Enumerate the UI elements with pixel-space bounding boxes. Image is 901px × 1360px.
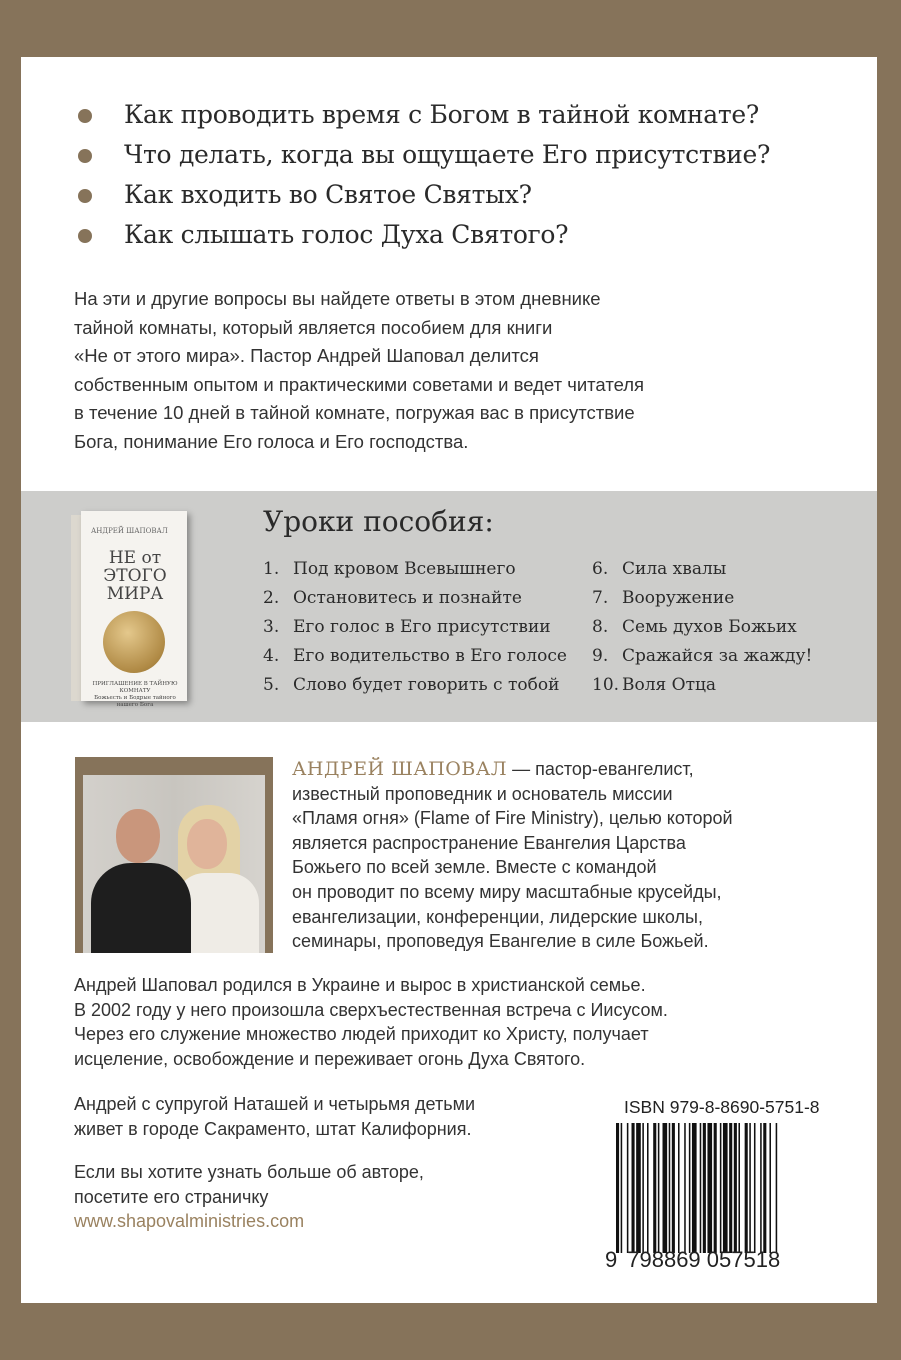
barcode-bar (720, 1123, 722, 1253)
cover-subtitle: ПРИГЛАШЕНИЕ В ТАЙНУЮ КОМНАТУ Божьесть и Бодрые тайного нашего Бога (92, 681, 178, 708)
bullet-dot-icon (78, 149, 92, 163)
author-family: Андрей с супругой Наташей и четырьмя детьми живет в городе Сакраменто, штат Калифорния. (74, 1094, 476, 1139)
barcode-bar (642, 1123, 644, 1253)
barcode-bar (707, 1123, 712, 1253)
lesson-item: 5. Слово будет говорить с тобой (263, 675, 560, 695)
wax-seal-crown-icon (103, 611, 165, 673)
barcode-bar (616, 1123, 619, 1253)
barcode-bar (647, 1123, 649, 1253)
intro-paragraph: На эти и другие вопросы вы найдете ответы в этом дневнике тайной комнаты, который является пособием для книги «Не от этого мира». Пастор Андрей Шаповал делится собственным опытом и практическими советами и ведет читателя в течение 10 дней в тайной комнате, погружая вас в присутствие Бога, понимание Его голоса и Его господства. (74, 288, 645, 452)
barcode-bar (678, 1123, 680, 1253)
barcode-bar (632, 1123, 635, 1253)
cover-author: АНДРЕЙ ШАПОВАЛ (91, 527, 168, 535)
author-history: Андрей Шаповал родился в Украине и вырос в христианской семье. В 2002 году у него произошла сверхъестественная встреча с Иисусом. Через его служение множество людей приходит ко Христу, получает исцеление, освобождение и переживает огонь Духа Святого. (74, 975, 668, 1069)
question-item: Как проводить время с Богом в тайной комнате? (76, 95, 770, 135)
barcode-bar (729, 1123, 732, 1253)
barcode-bar (684, 1123, 686, 1253)
barcode-bar (636, 1123, 641, 1253)
lessons-column-1 (263, 559, 567, 704)
lesson-item: 3. Его голос в Его присутствии (263, 617, 551, 637)
barcode-bars (616, 1123, 824, 1253)
barcode-bar (653, 1123, 656, 1253)
bullet-dot-icon (78, 229, 92, 243)
book-cover-image (71, 511, 187, 708)
barcode-bar (734, 1123, 737, 1253)
barcode-bar (700, 1123, 702, 1253)
lessons-title: Уроки пособия: (263, 505, 494, 538)
barcode-bar (749, 1123, 751, 1253)
cover-title: НЕ от ЭТОГО МИРА (103, 548, 167, 604)
barcode-bar (769, 1123, 771, 1253)
bullet-dot-icon (78, 109, 92, 123)
lesson-item: 2. Остановитесь и познайте (263, 588, 522, 608)
back-cover (21, 57, 877, 1303)
barcode-bar (672, 1123, 675, 1253)
barcode-bar (754, 1123, 756, 1253)
author-photo-frame (75, 757, 273, 953)
question-item: Как входить во Святое Святых? (76, 175, 770, 215)
barcode-bar (738, 1123, 740, 1253)
barcode-bar (669, 1123, 671, 1253)
question-item: Как слышать голос Духа Святого? (76, 215, 770, 255)
lessons-band (21, 491, 877, 722)
barcode-bar (689, 1123, 691, 1253)
barcode-bar (692, 1123, 697, 1253)
more-info: Если вы хотите узнать больше об авторе, посетите его страничку www.shapovalministries.com (74, 1160, 424, 1234)
question-item: Что делать, когда вы ощущаете Его присутствие? (76, 135, 770, 175)
lesson-item: 4. Его водительство в Его голосе (263, 646, 567, 666)
author-bio: АНДРЕЙ ШАПОВАЛ — пастор-евангелист, известный проповедник и основатель миссии «Пламя огня» (Flame of Fire Ministry), целью которой является распространение Евангелия Царства Божьего по всей земле. Вместе с командой он проводит по всему миру масштабные крусейды, евангелизации, конференции, лидерские школы, семинары, проповедуя Евангелие в силе Божьей. (292, 758, 733, 952)
book-spine (71, 515, 81, 701)
book-front (81, 511, 187, 708)
lessons-column-2 (592, 559, 812, 704)
questions-list (76, 95, 770, 255)
barcode-bar (723, 1123, 728, 1253)
lesson-item: 7. Вооружение (592, 588, 735, 608)
barcode-bar (714, 1123, 717, 1253)
barcode-bar (621, 1123, 623, 1253)
lesson-item: 8. Семь духов Божьих (592, 617, 797, 637)
barcode-bar (627, 1123, 629, 1253)
barcode-bar (745, 1123, 748, 1253)
isbn-barcode (602, 1095, 837, 1275)
barcode-bar (776, 1123, 778, 1253)
barcode-digits: 9 798869 057518 (605, 1247, 781, 1272)
barcode-bar (663, 1123, 668, 1253)
barcode-bar (763, 1123, 766, 1253)
barcode-bar (658, 1123, 660, 1253)
bullet-dot-icon (78, 189, 92, 203)
lesson-item: 9. Сражайся за жажду! (592, 646, 813, 666)
barcode-bar (760, 1123, 762, 1253)
author-name: АНДРЕЙ ШАПОВАЛ (292, 758, 508, 780)
lesson-item: 6. Сила хвалы (592, 559, 727, 579)
lesson-item: 10. Воля Отца (592, 675, 717, 695)
isbn-label: ISBN 979-8-8690-5751-8 (624, 1097, 820, 1117)
author-photo (83, 775, 265, 953)
website-link[interactable]: www.shapovalministries.com (74, 1211, 305, 1232)
barcode-bar (703, 1123, 706, 1253)
lesson-item: 1. Под кровом Всевышнего (263, 559, 516, 579)
